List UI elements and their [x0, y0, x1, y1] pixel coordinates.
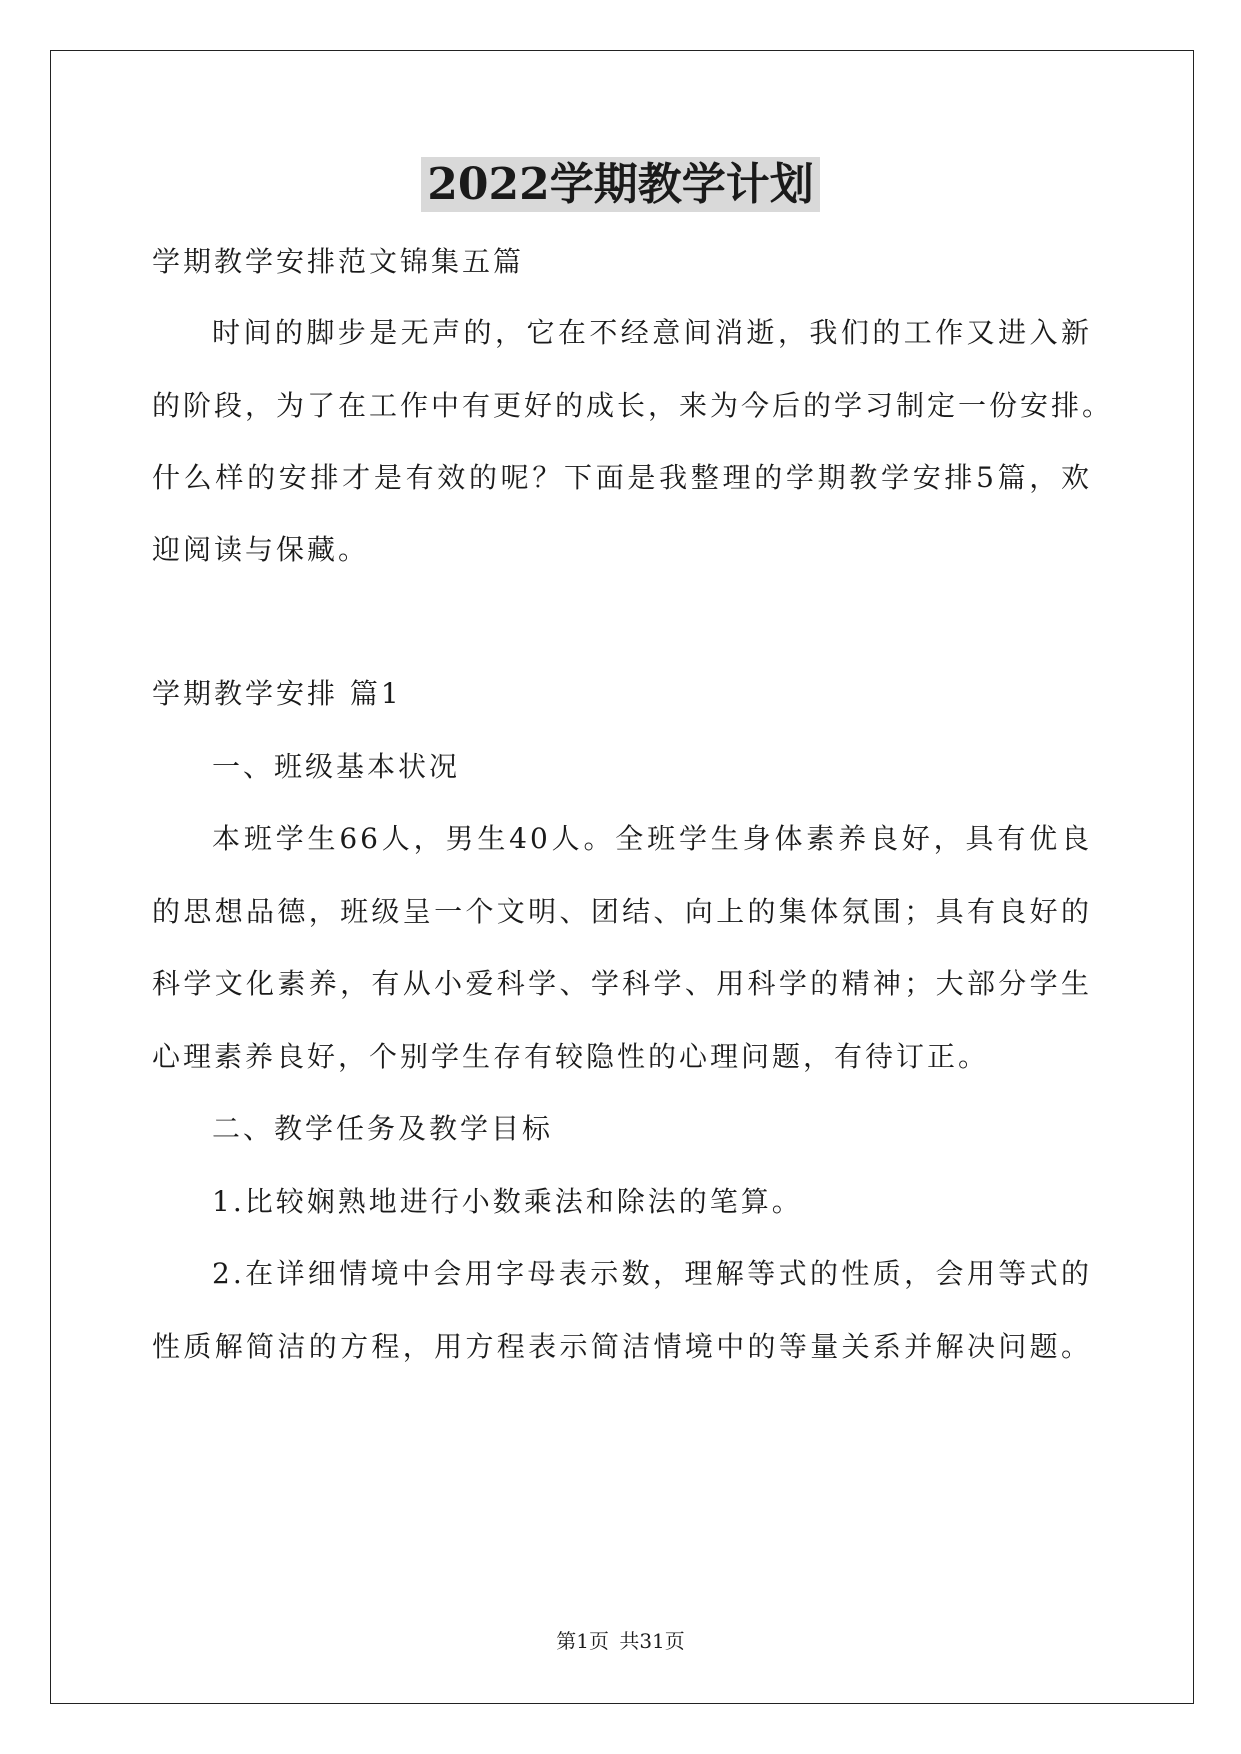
- heading-teaching-goals: 二、教学任务及教学目标: [212, 1112, 554, 1145]
- section-heading: 学期教学安排 篇1: [152, 677, 402, 710]
- class-line-3: 科学文化素养，有从小爱科学、学科学、用科学的精神；大部分学生: [152, 967, 1092, 1000]
- class-line-2: 的思想品德，班级呈一个文明、团结、向上的集体氛围；具有良好的: [152, 895, 1092, 928]
- intro-line-2: 的阶段，为了在工作中有更好的成长，来为今后的学习制定一份安排。: [152, 389, 1114, 422]
- page-footer: 第1页 共31页: [556, 1629, 685, 1653]
- class-line-4: 心理素养良好，个别学生存有较隐性的心理问题，有待订正。: [152, 1040, 990, 1073]
- class-line-1: 本班学生66人，男生40人。全班学生身体素养良好，具有优良: [212, 822, 1092, 855]
- document-title-text: 2022学期教学计划: [421, 157, 819, 212]
- page-border: [50, 50, 1194, 1704]
- goal-item-1: 1.比较娴熟地进行小数乘法和除法的笔算。: [212, 1185, 803, 1218]
- document-subtitle: 学期教学安排范文锦集五篇: [152, 245, 525, 278]
- goal-item-2-line-2: 性质解简洁的方程，用方程表示简洁情境中的等量关系并解决问题。: [152, 1330, 1092, 1363]
- intro-line-3: 什么样的安排才是有效的呢？下面是我整理的学期教学安排5篇，欢: [152, 461, 1092, 494]
- intro-line-1: 时间的脚步是无声的，它在不经意间消逝，我们的工作又进入新: [212, 316, 1092, 349]
- heading-class-status: 一、班级基本状况: [212, 750, 461, 783]
- intro-line-4: 迎阅读与保藏。: [152, 533, 370, 566]
- goal-item-2-line-1: 2.在详细情境中会用字母表示数，理解等式的性质，会用等式的: [212, 1257, 1092, 1290]
- document-title: [0, 157, 1241, 213]
